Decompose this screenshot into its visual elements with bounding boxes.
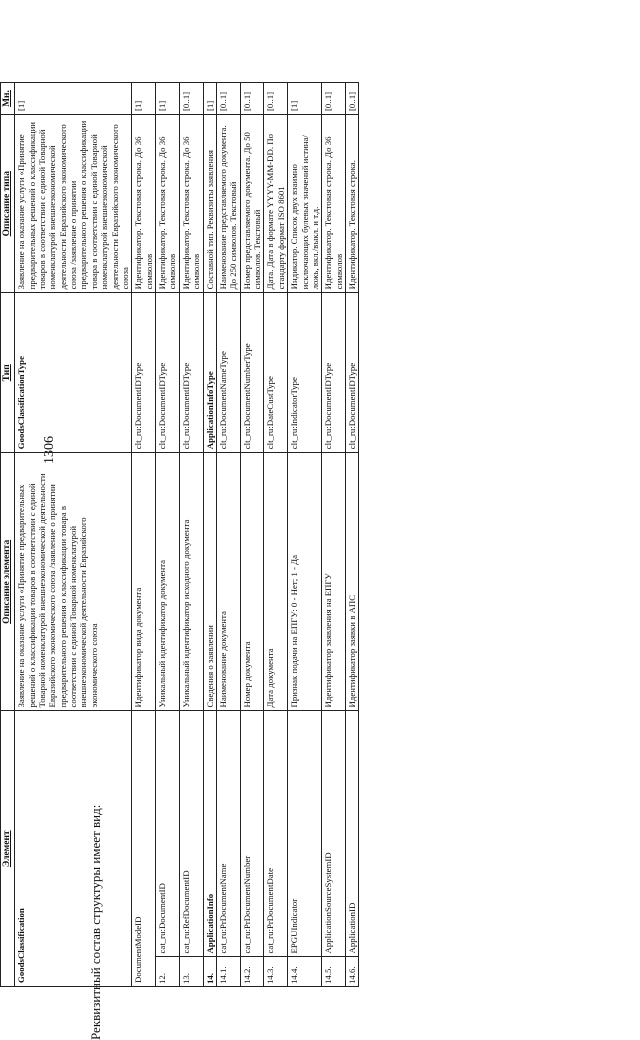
table-row — [179, 83, 203, 987]
element-name: DocumentModeID — [132, 711, 156, 987]
element-desc: Идентификатор заявки в АПС — [346, 453, 359, 711]
element-desc: Номер документа — [240, 453, 264, 711]
table-row — [346, 83, 359, 987]
type-desc: Дата. Дата в формате YYYY-MM-DD. По стандарту формат ISO 8601 — [264, 115, 288, 293]
element-desc: Дата документа — [264, 453, 288, 711]
element-type: clt_ru:DocumentIDType — [179, 293, 203, 453]
table-header-row — [1, 83, 15, 987]
multiplicity: [0..1] — [179, 83, 203, 115]
table-row — [15, 83, 132, 987]
table-caption: Реквизитный состав структуры имеет вид: — [88, 804, 103, 1040]
element-name: cat_ru:DocumentID — [156, 711, 180, 957]
multiplicity: [1] — [132, 83, 156, 115]
element-name: cat_ru:RefDocumentID — [179, 711, 203, 957]
requisite-table — [0, 82, 359, 987]
element-desc: Сведения о заявлении — [203, 453, 216, 711]
element-name: ApplicationInfo — [203, 711, 216, 957]
type-desc: Индикатор. Список двух взаимно исключающих булевых значений истина/ложь, вкл./выкл. и т.д. — [288, 115, 322, 293]
header-element-desc: Описание элемента — [1, 453, 15, 711]
element-type: clt_ru:DocumentNameType — [216, 293, 240, 453]
row-number: 13. — [179, 957, 203, 987]
page-number: 1306 — [42, 436, 57, 464]
element-desc: Идентификатор вида документа — [132, 453, 156, 711]
element-type: clt_ru:DocumentIDType — [322, 293, 346, 453]
header-element: Элемент — [1, 711, 15, 987]
element-type: clt_ru:IndicatorType — [288, 293, 322, 453]
type-desc: Идентификатор. Текстовая строка. До 36 символов — [156, 115, 180, 293]
table-row — [240, 83, 264, 987]
multiplicity: [0..1] — [240, 83, 264, 115]
multiplicity: [1] — [203, 83, 216, 115]
header-type: Тип — [1, 293, 15, 453]
element-name: ApplicationSourceSystemID — [322, 711, 346, 957]
element-type: clt_ru:DocumentIDType — [156, 293, 180, 453]
element-desc: Заявление на оказание услуги «Принятие предварительных решений о классификации товаров в соответствии с единой Товарной номенклатурой внешнеэкономической деятельности Евразийского экономического союза /заявление о принятии предварительного решения о классификации товара в соответствии с единой Товарной номенклатурой внешнеэкономической деятельности Евразийского экономического союза — [15, 453, 132, 711]
element-type: clt_ru:DocumentIDType — [132, 293, 156, 453]
element-desc: Признак подачи на ЕПГУ: 0 - Нет; 1 - Да — [288, 453, 322, 711]
element-name: GoodsClassification — [15, 711, 132, 987]
element-name: cat_ru:PrDocumentDate — [264, 711, 288, 957]
element-type: ApplicationInfoType — [203, 293, 216, 453]
row-number: 14.2. — [240, 957, 264, 987]
element-desc: Уникальный идентификатор документа — [156, 453, 180, 711]
element-name: cat_ru:PrDocumentName — [216, 711, 240, 957]
type-desc: Заявление на оказание услуги «Принятие предварительных решений о классификации товаров в соответствии с единой Товарной номенклатурой внешнеэкономической деятельности Евразийского экономического союза /заявление о принятии предварительного решения о классификации товара в соответствии с единой Товарной номенклатурой внешнеэкономической деятельности Евразийского экономического союза — [15, 115, 132, 293]
multiplicity: [1] — [15, 83, 132, 115]
type-desc: Номер представляемого документа. До 50 символов. Текстовый — [240, 115, 264, 293]
type-desc: Идентификатор. Текстовая строка. — [346, 115, 359, 293]
row-number: 14.6. — [346, 957, 359, 987]
type-desc: Наименование представляемого документа. До 250 символов. Текстовый — [216, 115, 240, 293]
table-row — [322, 83, 346, 987]
element-type: GoodsClassificationType — [15, 293, 132, 453]
rotated-page-content — [0, 81, 450, 987]
header-type-desc: Описание типа — [1, 115, 15, 293]
row-number: 14.1. — [216, 957, 240, 987]
multiplicity: [0..1] — [322, 83, 346, 115]
element-type: clt_ru:DocumentIDType — [346, 293, 359, 453]
table-row — [216, 83, 240, 987]
element-desc: Идентификатор заявления на ЕПГУ — [322, 453, 346, 711]
row-number: 12. — [156, 957, 180, 987]
element-name: ApplicationID — [346, 711, 359, 957]
element-desc: Наименование документа — [216, 453, 240, 711]
row-number: 14.5. — [322, 957, 346, 987]
header-mult: Мн. — [1, 83, 15, 115]
table-row — [288, 83, 322, 987]
multiplicity: [1] — [156, 83, 180, 115]
type-desc: Составной тип. Реквизиты заявления — [203, 115, 216, 293]
row-number: 14.4. — [288, 957, 322, 987]
table-row — [203, 83, 216, 987]
multiplicity: [0..1] — [264, 83, 288, 115]
type-desc: Идентификатор. Текстовая строка. До 36 символов — [179, 115, 203, 293]
row-number: 14. — [203, 957, 216, 987]
table-row — [132, 83, 156, 987]
table-row — [156, 83, 180, 987]
element-name: cat_ru:PrDocumentNumber — [240, 711, 264, 957]
type-desc: Идентификатор. Текстовая строка. До 36 символов — [322, 115, 346, 293]
element-type: clt_ru:DateCustType — [264, 293, 288, 453]
element-desc: Уникальный идентификатор исходного документа — [179, 453, 203, 711]
row-number: 14.3. — [264, 957, 288, 987]
multiplicity: [0..1] — [346, 83, 359, 115]
table-row — [264, 83, 288, 987]
element-name: EPGUIndicator — [288, 711, 322, 957]
type-desc: Идентификатор. Текстовая строка. До 36 символов — [132, 115, 156, 293]
element-type: clt_ru:DocumentNumberType — [240, 293, 264, 453]
multiplicity: [0..1] — [216, 83, 240, 115]
multiplicity: [1] — [288, 83, 322, 115]
